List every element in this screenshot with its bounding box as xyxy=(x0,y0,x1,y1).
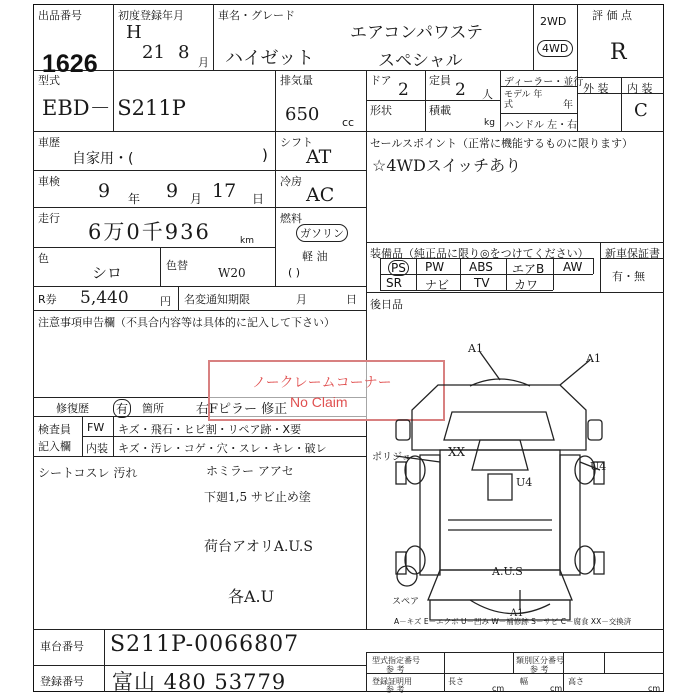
evaluation-label: 評 価 点 xyxy=(592,9,632,22)
inspection-year: 9 xyxy=(98,180,111,202)
name-change-day: 日 xyxy=(346,293,357,306)
door-label: ドア xyxy=(370,74,392,87)
color-code-label: 色替 xyxy=(166,259,188,272)
interior-grade-label: 内 装 xyxy=(627,82,653,95)
interior-score: C xyxy=(634,100,648,121)
interior-items: キズ・汚レ・コゲ・穴・スレ・キレ・破レ xyxy=(118,442,327,455)
equip-airbag: エアB xyxy=(512,262,545,276)
notes-label: 注意事項申告欄（不具合内容等は具体的に記入して下さい） xyxy=(38,316,335,329)
displacement-unit: cc xyxy=(342,116,355,129)
displacement-value: 650 xyxy=(285,104,320,125)
equip-pw: PW xyxy=(425,260,445,274)
mark-a1-left: A1 xyxy=(468,342,483,355)
exterior-label: 外 装 xyxy=(583,82,609,95)
ac-value: AC xyxy=(306,184,335,206)
ac-label: 冷房 xyxy=(280,175,302,188)
color-value: シロ xyxy=(92,264,123,282)
mark-a1-right: A1 xyxy=(586,352,601,365)
note-mid1: ホミラー アアセ xyxy=(206,464,294,478)
fuel-label: 燃料 xyxy=(280,212,302,225)
fw-label: FW xyxy=(87,421,105,434)
registration-era: H xyxy=(126,22,142,43)
color-code-value: W20 xyxy=(218,266,246,280)
handle-label: ハンドル 左・右 xyxy=(504,120,578,131)
mark-left-side: ポリジュ xyxy=(372,452,412,463)
mark-right: U4 xyxy=(590,460,607,473)
load-label: 積載 xyxy=(429,104,451,117)
inspection-year-unit: 年 xyxy=(128,192,141,206)
registration-year: 21 xyxy=(142,42,165,63)
equip-ps: PS xyxy=(388,260,409,276)
ref-label-2: 参 考 xyxy=(530,665,549,674)
mark-u4: U4 xyxy=(516,476,533,489)
history-value: 自家用・( xyxy=(72,151,134,167)
inspection-day: 17 xyxy=(212,180,237,202)
height-unit: cm xyxy=(648,684,661,693)
inspection-month: 9 xyxy=(166,180,179,202)
inspector-label-2: 記入欄 xyxy=(38,440,71,453)
history-close: ) xyxy=(262,146,268,164)
equip-sr: SR xyxy=(386,276,402,290)
model-year-unit: 年 xyxy=(563,100,573,111)
equip-abs: ABS xyxy=(469,260,493,274)
shift-label: シフト xyxy=(280,136,313,149)
lot-number: 1626 xyxy=(42,50,98,78)
model-value: EBD－ S211P xyxy=(42,96,186,120)
mileage-value: 6万0千936 xyxy=(88,220,211,244)
color-label: 色 xyxy=(38,252,49,265)
name-change-label: 名変通知期限 xyxy=(184,293,250,306)
fuel-light: 軽 油 xyxy=(302,250,328,263)
inspector-label-1: 検査員 xyxy=(38,423,71,436)
fw-items: キズ・飛石・ヒビ割・リペア跡・X要 xyxy=(118,423,302,436)
length-unit: cm xyxy=(492,684,505,693)
recycle-label: R券 xyxy=(38,293,57,306)
chassis-value: S211P-0066807 xyxy=(110,632,300,657)
fuel-value: ガソリン xyxy=(296,224,348,242)
dealer-label: ディーラー・並行 xyxy=(504,77,584,88)
equip-tv: TV xyxy=(474,276,490,290)
model-year-label: モデル 年式 xyxy=(504,90,543,110)
drive-4wd: 4WD xyxy=(537,40,573,57)
sales-point-label: セールスポイント（正常に機能するものに限ります） xyxy=(370,137,634,150)
registration-value: 富山 480 53779 xyxy=(112,670,287,694)
capacity-value: 2 xyxy=(455,80,466,100)
mileage-unit: km xyxy=(240,236,254,246)
door-value: 2 xyxy=(398,80,409,100)
spare-label: スペア xyxy=(392,597,420,607)
ref-label-3: 参 考 xyxy=(386,685,405,694)
warranty-value: 有・無 xyxy=(612,270,645,283)
mark-bottom: A1 xyxy=(510,608,524,619)
note-mid4: 各A.U xyxy=(228,587,275,606)
designation-label: 型式指定番号 xyxy=(372,656,420,665)
warranty-label: 新車保証書 xyxy=(605,247,660,260)
repair-history-label: 修復歴 xyxy=(56,402,89,415)
month-unit: 月 xyxy=(198,56,209,69)
car-name: ハイゼット xyxy=(225,48,315,69)
load-unit: kg xyxy=(484,118,495,128)
damage-legend: A－キズ E－エクボ U－凹み W－補修跡 S－サビ C－腐食 XX－交換済 xyxy=(394,617,632,626)
mark-xx: XX xyxy=(448,445,466,459)
note-mid2: 下廻1,5 サビ止め塗 xyxy=(204,490,311,504)
drive-2wd: 2WD xyxy=(540,15,567,28)
model-label: 型式 xyxy=(38,74,60,87)
mileage-label: 走行 xyxy=(38,212,60,225)
name-change-month: 月 xyxy=(296,293,307,306)
displacement-label: 排気量 xyxy=(280,74,313,87)
grade-line1: エアコンパワステ xyxy=(350,23,484,43)
recycle-value: 5,440 xyxy=(80,288,129,308)
capacity-label: 定員 xyxy=(429,74,451,87)
chassis-label: 車台番号 xyxy=(40,640,84,653)
registration-month: 8 xyxy=(178,42,190,63)
equip-leather: カワ xyxy=(514,278,539,292)
equip-navi: ナビ xyxy=(425,278,450,292)
history-label: 車歴 xyxy=(38,136,60,149)
inspection-label: 車検 xyxy=(38,175,60,188)
no-claim-en: No Claim xyxy=(290,394,348,410)
no-claim-jp: ノークレームコーナー xyxy=(252,375,392,391)
sales-point-value: ☆4WDスイッチあり xyxy=(372,156,522,175)
ref-label-1: 参 考 xyxy=(386,665,405,674)
storage-label: 後日品 xyxy=(370,298,403,311)
repair-history-value: 有 xyxy=(113,399,131,418)
category-label: 類別区分番号 xyxy=(516,656,564,665)
registration-label: 登録番号 xyxy=(40,675,84,688)
width-unit: cm xyxy=(550,684,563,693)
length-label: 長さ xyxy=(448,677,464,686)
shape-label: 形状 xyxy=(370,104,392,117)
interior-inspect-label: 内装 xyxy=(86,442,108,455)
lot-number-label: 出品番号 xyxy=(38,9,82,22)
height-label: 高さ xyxy=(568,677,584,686)
cert-label: 登録証明用 xyxy=(372,677,412,686)
car-name-label: 車名・グレード xyxy=(218,9,295,22)
fuel-paren: ( ) xyxy=(288,266,301,279)
equip-aw: AW xyxy=(563,260,583,274)
grade-line2: スペシャル xyxy=(378,51,463,71)
equipment-label: 装備品（純正品に限り◎をつけてください） xyxy=(370,247,589,260)
repair-location-label: 箇所 xyxy=(142,402,164,415)
width-label: 幅 xyxy=(520,677,528,686)
first-registration-label: 初度登録年月 xyxy=(118,9,184,22)
recycle-unit: 円 xyxy=(160,295,171,308)
note-mid3: 荷台アオリA.U.S xyxy=(204,539,313,555)
capacity-unit: 人 xyxy=(482,88,493,101)
inspection-day-unit: 日 xyxy=(252,192,265,206)
note-left: シートコスレ 汚れ xyxy=(38,466,138,480)
repair-location-value: 右Fピラー 修正 xyxy=(196,402,288,417)
mark-aus: A.U.S xyxy=(492,565,523,578)
evaluation-score: R xyxy=(610,40,627,65)
inspection-month-unit: 月 xyxy=(190,192,203,206)
shift-value: AT xyxy=(306,146,332,168)
